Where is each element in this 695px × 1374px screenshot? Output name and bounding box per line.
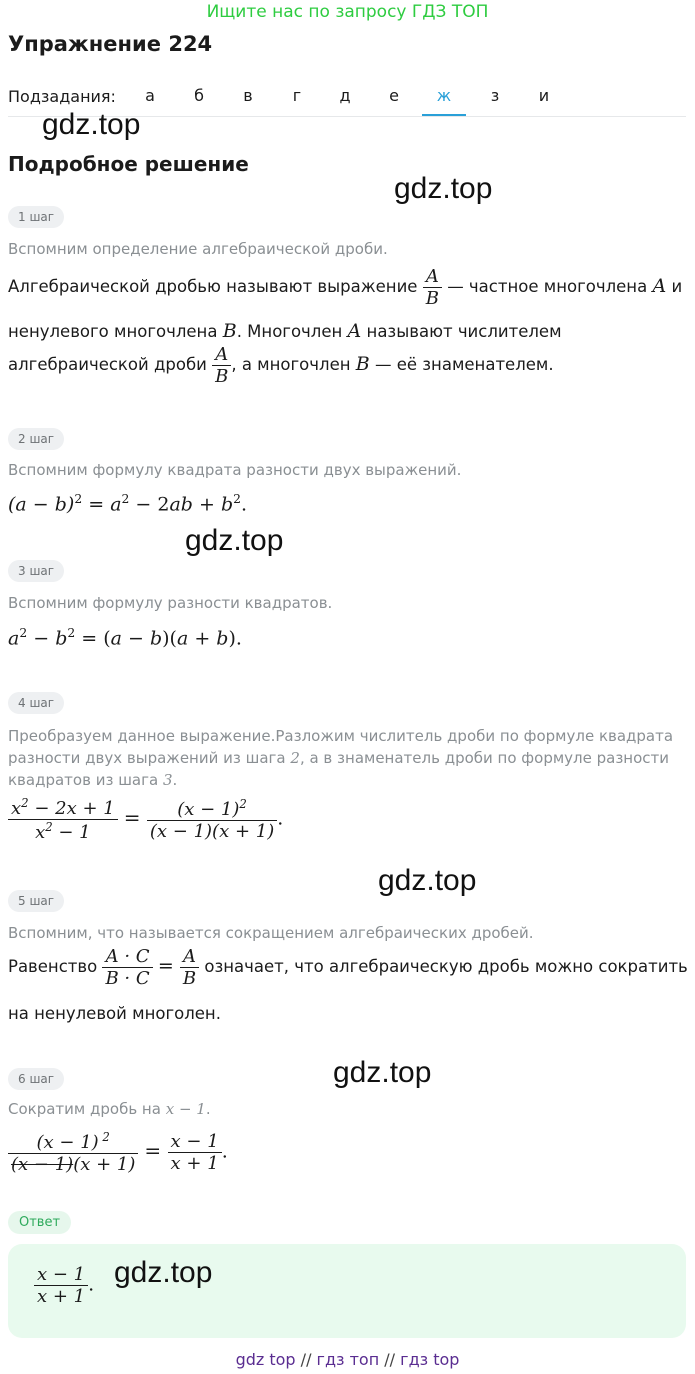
tab-i[interactable]: и: [538, 86, 550, 105]
step-hint: Сократим дробь на x − 1.: [8, 1100, 211, 1118]
step-6-equation: $\frac{(x - 1) ^2}{(x - 1)(x + 1)}$ = $\frac{x - 1}{x + 1}$ .: [8, 1130, 228, 1175]
tab-z[interactable]: з: [490, 86, 500, 105]
tab-d[interactable]: д: [339, 86, 351, 105]
step-badge: 6 шаг: [8, 1068, 64, 1090]
tab-g[interactable]: г: [292, 86, 302, 105]
step-text: на ненулевой многолен.: [8, 1004, 221, 1023]
step-hint: Вспомним формулу квадрата разности двух выражений.: [8, 461, 462, 479]
search-banner: Ищите нас по запросу ГДЗ ТОП: [206, 2, 489, 22]
answer-badge: Ответ: [8, 1211, 71, 1234]
subtasks-label: Подзадания:: [8, 87, 116, 106]
step-hint: Вспомним формулу разности квадратов.: [8, 594, 333, 612]
step-badge: 2 шаг: [8, 428, 64, 450]
watermark: gdz.top: [185, 524, 284, 557]
step-text: алгебраической дроби $\frac{A}{B}$ , а многочлен B — её знаменателем.: [8, 344, 554, 387]
answer-box: [8, 1244, 686, 1338]
watermark: gdz.top: [333, 1056, 432, 1089]
watermark: gdz.top: [394, 172, 493, 205]
step-badge: 4 шаг: [8, 692, 64, 714]
step-badge: 1 шаг: [8, 206, 64, 228]
footer-links: gdz top // гдз топ // гдз top: [235, 1350, 460, 1369]
watermark: gdz.top: [378, 864, 477, 897]
step-text: Алгебраической дробью называют выражение $\frac{A}{B}$ — частное многочлена A и: [8, 266, 683, 309]
tab-v[interactable]: в: [243, 86, 253, 105]
footer-link[interactable]: гдз top: [400, 1350, 460, 1369]
step-text: ненулевого многочлена B. Многочлен A называют числителем: [8, 320, 562, 342]
formula-difference-of-squares: $a^2 - b^2 = (a - b)(a + b)$.: [8, 626, 242, 650]
tab-a[interactable]: а: [145, 86, 155, 105]
answer-formula: $\frac{x - 1}{x + 1}$ .: [34, 1264, 94, 1307]
solution-heading: Подробное решение: [8, 152, 249, 176]
footer-link[interactable]: гдз топ: [316, 1350, 380, 1369]
watermark: gdz.top: [114, 1256, 213, 1289]
step-hint: Вспомним определение алгебраической дроби.: [8, 240, 388, 258]
step-badge: 3 шаг: [8, 560, 64, 582]
step-badge: 5 шаг: [8, 890, 64, 912]
page-title: Упражнение 224: [8, 32, 213, 56]
watermark: gdz.top: [42, 108, 141, 141]
formula-square-difference: $(a - b)^2 = a^2 - 2ab + b^2$.: [8, 492, 248, 516]
fraction-a-over-b: $\frac{A}{B}$: [423, 266, 442, 309]
fraction-a-over-b: $\frac{A}{B}$: [212, 344, 231, 387]
step-text: Равенство $\frac{A \cdot C}{B \cdot C}$ = $\frac{A}{B}$ означает, что алгебраическую дробь можно сократить: [8, 946, 688, 989]
tab-e[interactable]: е: [389, 86, 399, 105]
step-hint: Вспомним, что называется сокращением алгебраических дробей.: [8, 924, 534, 942]
step-4-equation: $\frac{x^2 - 2x + 1}{x^2 - 1}$ = $\frac{(x - 1)^2}{(x - 1)(x + 1)}$ .: [8, 796, 283, 843]
step-hint: Преобразуем данное выражение.Разложим числитель дроби по формуле квадрата разности двух выражений из шага 2, а в знаменатель дроби по формуле разности квадратов из шага 3.: [8, 727, 674, 789]
footer-link[interactable]: gdz top: [235, 1350, 296, 1369]
tab-zh[interactable]: ж: [422, 86, 466, 116]
tab-b[interactable]: б: [194, 86, 204, 105]
